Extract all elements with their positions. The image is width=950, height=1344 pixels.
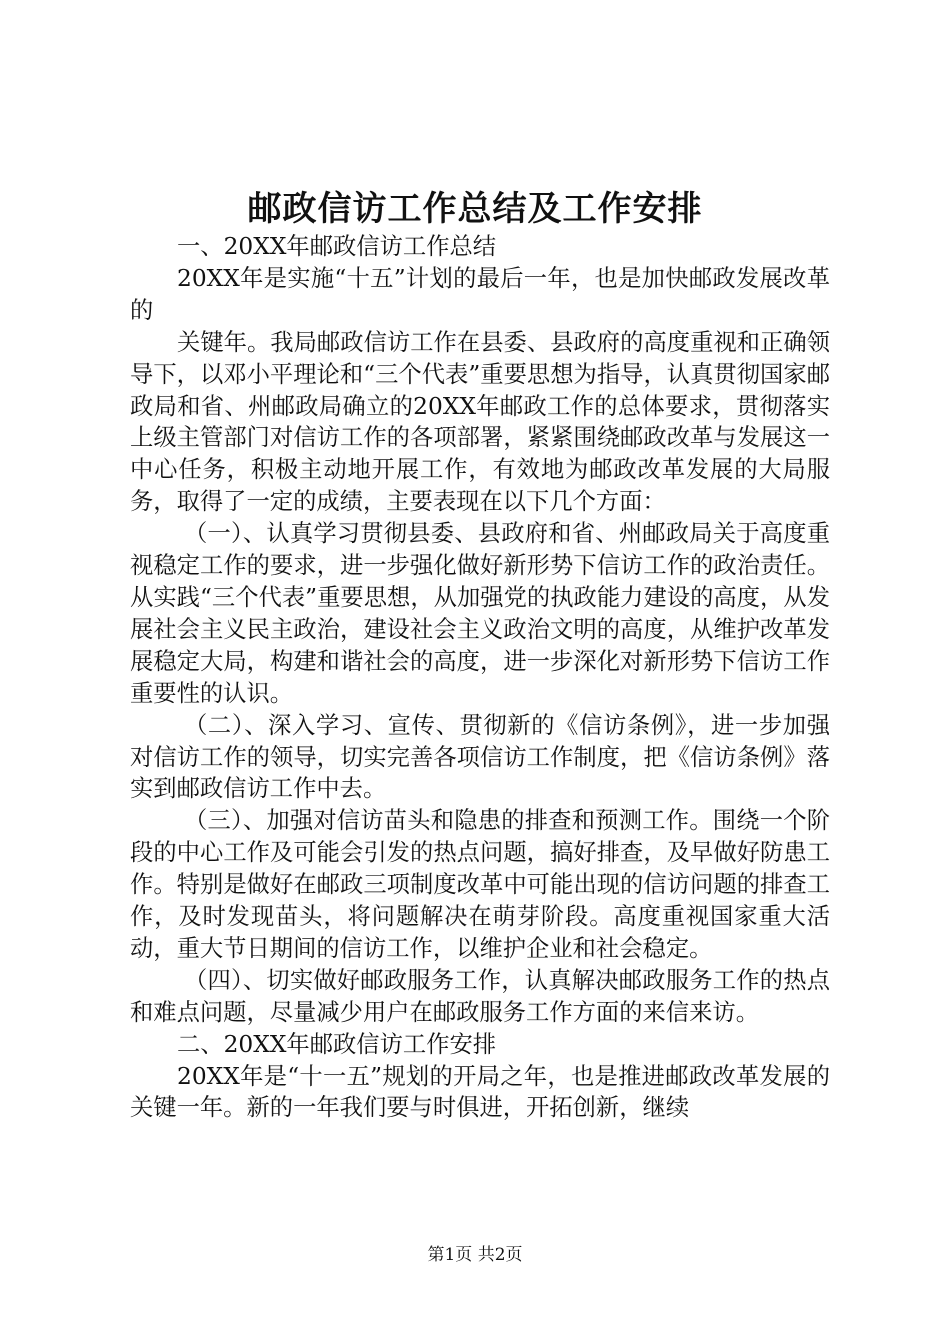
paragraph-summary: 关键年。我局邮政信访工作在县委、县政府的高度重视和正确领导下，以邓小平理论和“三个代表”重要思想为指导，认真贯彻国家邮政局和省、州邮政局确立的20XX年邮政工作的总体要求，贯彻落实上级主管部门对信访工作的各项部署，紧紧围绕邮政改革与发展这一中心任务，积极主动地开展工作，有效地为邮政改革发展的大局服务，取得了一定的成绩，主要表现在以下几个方面： [130,328,830,516]
section-heading-2: 二、20XX年邮政信访工作安排 [177,1030,497,1058]
paragraph-plan: 20XX年是“十一五”规划的开局之年，也是推进邮政改革发展的关键一年。新的一年我们要与时俱进，开拓创新，继续 [130,1062,830,1122]
document-title: 邮政信访工作总结及工作安排 [247,189,703,229]
paragraph-item-1: （一）、认真学习贯彻县委、县政府和省、州邮政局关于高度重视稳定工作的要求，进一步强化做好新形势下信访工作的政治责任。从实践“三个代表”重要思想，从加强党的执政能力建设的高度，从发展社会主义民主政治，建设社会主义政治文明的高度，从维护改革发展稳定大局，构建和谐社会的高度，进一步深化对新形势下信访工作重要性的认识。 [130,520,830,707]
document-body [130,231,830,1124]
page-footer: 第1页 共2页 [427,1245,523,1265]
paragraph-item-4: （四）、切实做好邮政服务工作，认真解决邮政服务工作的热点和难点问题，尽量减少用户在邮政服务工作方面的来信来访。 [130,966,830,1026]
paragraph-intro: 20XX年是实施“十五”计划的最后一年，也是加快邮政发展改革的 [130,264,830,324]
paragraph-item-2: （二）、深入学习、宣传、贯彻新的《信访条例》，进一步加强对信访工作的领导，切实完善各项信访工作制度，把《信访条例》落实到邮政信访工作中去。 [130,711,830,803]
paragraph-item-3: （三）、加强对信访苗头和隐患的排查和预测工作。围绕一个阶段的中心工作及可能会引发的热点问题，搞好排查，及早做好防患工作。特别是做好在邮政三项制度改革中可能出现的信访问题的排查工作，及时发现苗头，将问题解决在萌芽阶段。高度重视国家重大活动，重大节日期间的信访工作，以维护企业和社会稳定。 [130,807,830,962]
section-heading-1: 一、20XX年邮政信访工作总结 [177,233,497,260]
